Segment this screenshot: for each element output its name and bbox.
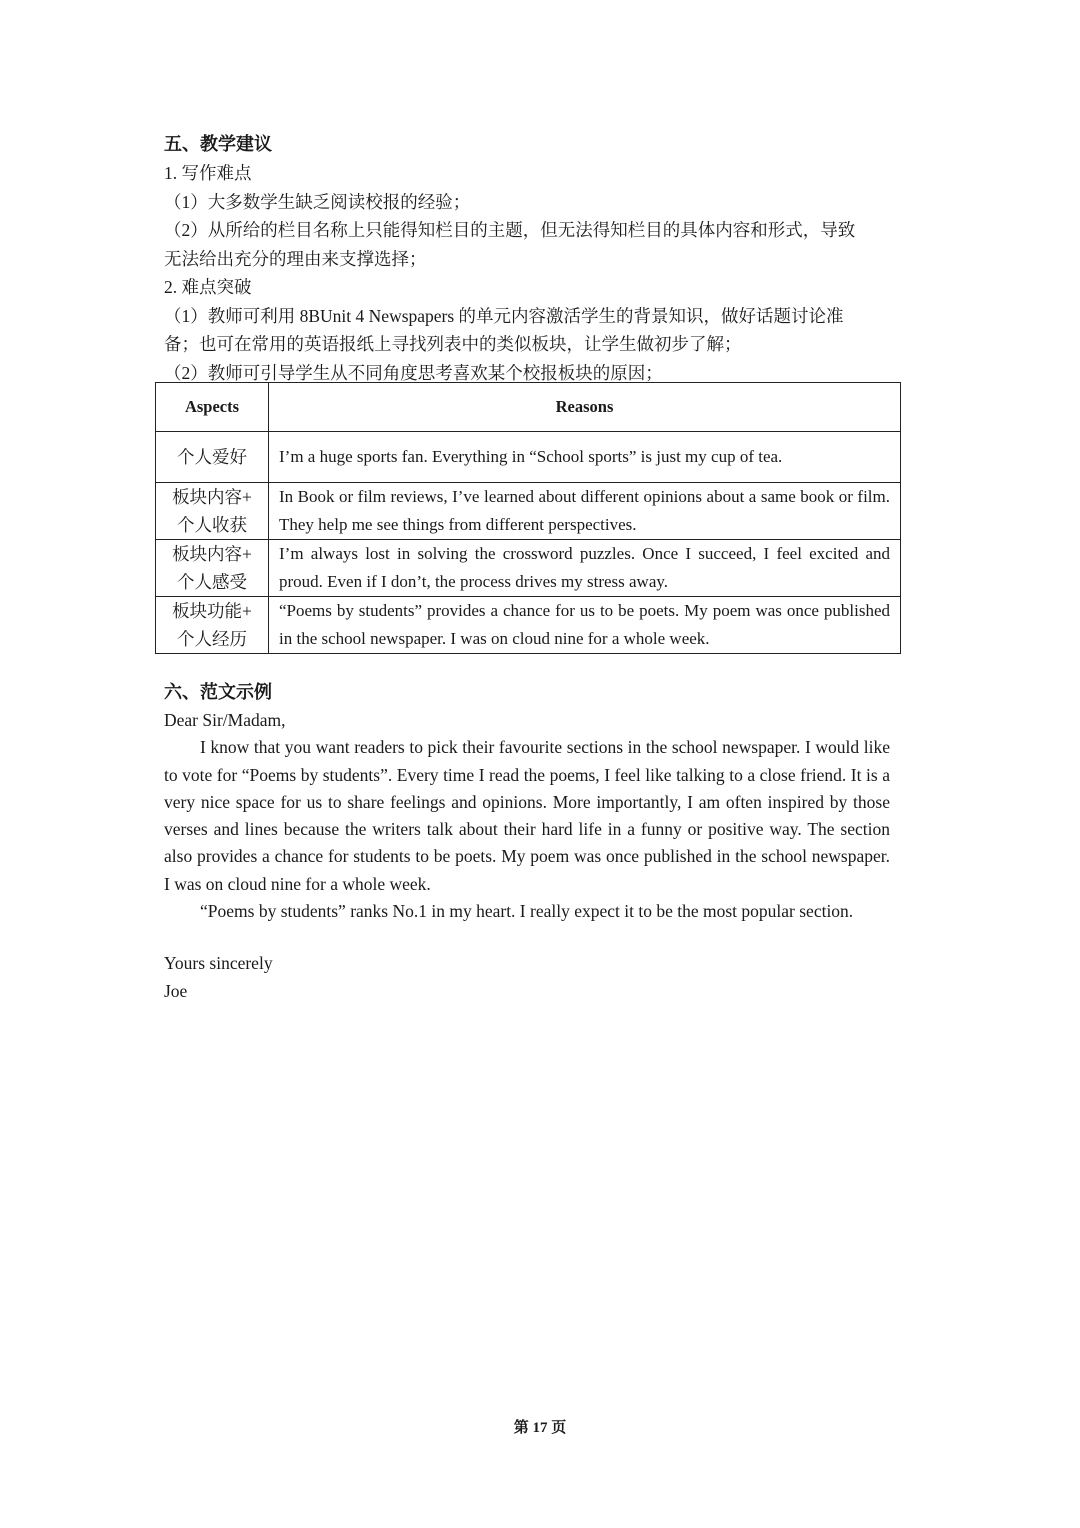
letter-greeting: Dear Sir/Madam, bbox=[164, 710, 286, 730]
reason-cell: I’m always lost in solving the crossword puzzles. Once I succeed, I feel excited and proud. Even if I don’t, the process drives my stress away. bbox=[269, 540, 901, 597]
item1-point1: （1）大多数学生缺乏阅读校报的经验； bbox=[164, 191, 471, 212]
aspect-line: 个人经历 bbox=[177, 629, 247, 649]
table-row bbox=[156, 597, 901, 654]
section-sample-essay bbox=[164, 678, 890, 1005]
aspect-line: 个人收获 bbox=[177, 515, 247, 535]
section6-title: 六、范文示例 bbox=[164, 682, 272, 702]
spacer bbox=[164, 925, 890, 950]
item1-point2-line2: 无法给出充分的理由来支撑选择； bbox=[164, 248, 427, 269]
header-aspects: Aspects bbox=[156, 383, 269, 432]
item1-title: 1. 写作难点 bbox=[164, 163, 252, 183]
reason-cell: “Poems by students” provides a chance for us to be poets. My poem was once published in the school newspaper. I was on cloud nine for a whole week. bbox=[269, 597, 901, 654]
table-header-row bbox=[156, 383, 901, 432]
aspect-line: 板块内容+ bbox=[172, 544, 252, 564]
letter-paragraph-2: “Poems by students” ranks No.1 in my heart. I really expect it to be the most popular section. bbox=[200, 901, 854, 922]
header-reasons: Reasons bbox=[269, 383, 901, 432]
section5-title: 五、教学建议 bbox=[164, 134, 272, 154]
item1-point2-line1: （2）从所给的栏目名称上只能得知栏目的主题，但无法得知栏目的具体内容和形式，导致 bbox=[164, 220, 856, 240]
aspect-line: 板块内容+ bbox=[172, 487, 252, 507]
item2-point2: （2）教师可引导学生从不同角度思考喜欢某个校报板块的原因； bbox=[164, 362, 663, 383]
aspect-line: 个人爱好 bbox=[177, 447, 247, 467]
aspect-line: 个人感受 bbox=[177, 572, 247, 592]
table-row bbox=[156, 432, 901, 483]
aspects-reasons-table bbox=[155, 382, 901, 654]
section-teaching-suggestions bbox=[164, 130, 894, 387]
letter-closing: Yours sincerely bbox=[164, 953, 273, 974]
item2-point1-line1: （1）教师可利用 8BUnit 4 Newspapers 的单元内容激活学生的背景知识，做好话题讨论准 bbox=[164, 305, 844, 326]
page-number: 第 17 页 bbox=[513, 1420, 567, 1436]
item2-point1-line2: 备；也可在常用的英语报纸上寻找列表中的类似板块，让学生做初步了解； bbox=[164, 334, 742, 354]
aspect-cell bbox=[156, 540, 269, 597]
aspect-cell bbox=[156, 432, 269, 483]
aspect-line: 板块功能+ bbox=[172, 601, 252, 621]
aspect-cell bbox=[156, 483, 269, 540]
table-row bbox=[156, 483, 901, 540]
item2-title: 2. 难点突破 bbox=[164, 277, 252, 297]
aspect-cell bbox=[156, 597, 269, 654]
reason-cell: I’m a huge sports fan. Everything in “School sports” is just my cup of tea. bbox=[269, 432, 901, 483]
reason-cell: In Book or film reviews, I’ve learned about different opinions about a same book or film. They help me see things from different perspectives. bbox=[269, 483, 901, 540]
table-row bbox=[156, 540, 901, 597]
letter-paragraph-1: I know that you want readers to pick their favourite sections in the school newspaper. I would like to vote for “Poems by students”. Every time I read the poems, I feel like talking to a close friend. It is a very nice space for us to share feelings and opinions. More importantly, I am often inspired by those verses and lines because the writers talk about their hard life in a funny or positive way. The section also provides a chance for students to be poets. My poem was once published in the school newspaper. I was on cloud nine for a whole week. bbox=[164, 737, 890, 894]
letter-signature: Joe bbox=[164, 980, 188, 1001]
